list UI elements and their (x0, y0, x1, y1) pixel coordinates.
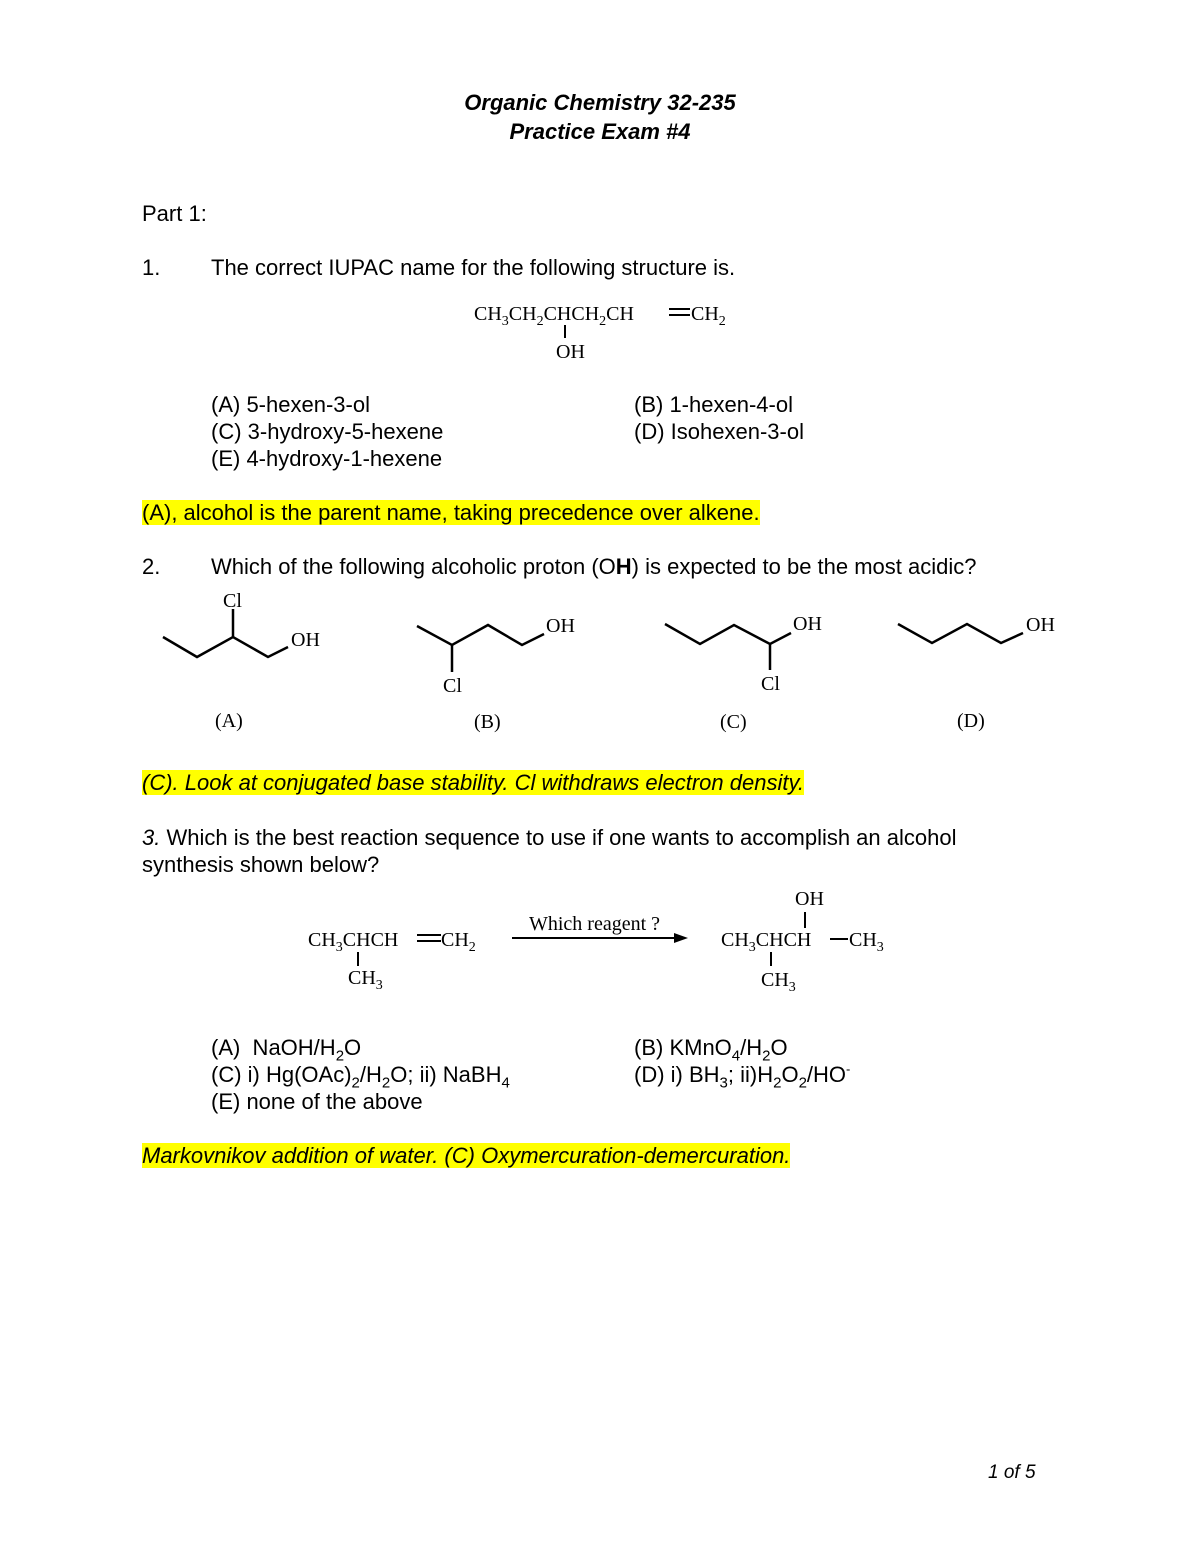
q3-text-line1: Which is the best reaction sequence to use if one wants to accomplish an alcohol (166, 825, 957, 850)
q2-structure-a (160, 585, 340, 735)
svg-text:CH3: $CH_3$ (761, 969, 796, 995)
q3-option-b: (B) $KMnO_4/H_2O$ (634, 1035, 788, 1065)
q1-option-e: (E) 4-hydroxy-1-hexene (211, 446, 443, 471)
q1-structure (474, 298, 734, 368)
q2-number: 2. (142, 554, 161, 579)
q2d-oh: OH (1026, 614, 1055, 636)
q2-text: Which of the following alcoholic proton (OH) is expected to be the most acidic? (211, 554, 977, 579)
q1-text: The correct IUPAC name for the following structure is. (211, 255, 736, 280)
q3-option-d: (D) i) $BH_3$; $ii)H_2O_2/HO^-$ (634, 1061, 851, 1092)
q3-product-oh: OH (795, 888, 824, 910)
q1-option-b: (B) 1-hexen-4-ol (634, 392, 793, 417)
q3-option-c: (C) i) $Hg(OAc)_2/H_2O$; ii) NaBH$_4$ (211, 1062, 510, 1092)
q2b-cl: Cl (443, 675, 462, 697)
q3-option-e: (E) none of the above (211, 1089, 423, 1114)
q3-arrow-label: Which reagent ? (529, 913, 661, 935)
svg-text:CH3CHCH: $CH_3CHCH$ (308, 929, 399, 955)
q2a-cl: Cl (223, 590, 242, 612)
exam-subtitle: Practice Exam #4 (509, 119, 691, 144)
q2c-label: (C) (720, 711, 747, 733)
q1-option-a: (A) 5-hexen-3-ol (211, 392, 370, 417)
q3-answer: Markovnikov addition of water. (C) Oxymercuration-demercuration. (142, 1143, 791, 1168)
svg-text:CH3CH2CHCH2CH: $CH_3CH_2CHCH_2CH$ (474, 303, 634, 329)
svg-text:CH3CHCH: $CH_3CHCH$ (721, 929, 812, 955)
q1-oh-substituent: OH (556, 341, 585, 363)
q2c-cl: Cl (761, 673, 780, 695)
q1-option-c: (C) 3-hydroxy-5-hexene (211, 419, 444, 444)
q3-intro (142, 825, 957, 850)
q1-number: 1. (142, 255, 161, 280)
q1-answer: (A), alcohol is the parent name, taking precedence over alkene. (142, 500, 760, 525)
svg-text:CH3: $CH_3$ (348, 967, 383, 993)
q2c-oh: OH (793, 613, 822, 635)
svg-text:CH3: $CH_3$ (849, 929, 884, 955)
q3-number: 3. (142, 825, 161, 850)
q3-reaction (300, 880, 920, 1000)
q2b-oh: OH (546, 615, 575, 637)
part-label: Part 1: (142, 201, 207, 226)
q2b-label: (B) (474, 711, 501, 733)
svg-text:CH2: $CH_2$ (691, 303, 726, 329)
q2-structure-c (660, 600, 840, 740)
q3-text-line2: synthesis shown below? (142, 852, 380, 877)
q2a-oh: OH (291, 629, 320, 651)
q2d-label: (D) (957, 710, 985, 732)
q2-structure-b (410, 600, 590, 740)
svg-text:CH2: $CH_2$ (441, 929, 476, 955)
q1-option-d: (D) Isohexen-3-ol (634, 419, 804, 444)
q2a-label: (A) (215, 710, 243, 732)
q2-answer: (C). Look at conjugated base stability. Cl withdraws electron density. (142, 770, 804, 795)
exam-title: Organic Chemistry 32-235 (464, 90, 736, 115)
page-number: 1 of 5 (988, 1462, 1036, 1483)
q2-structure-d (895, 600, 1075, 740)
q3-option-a: (A) NaOH/$H_2O$ (211, 1035, 362, 1065)
